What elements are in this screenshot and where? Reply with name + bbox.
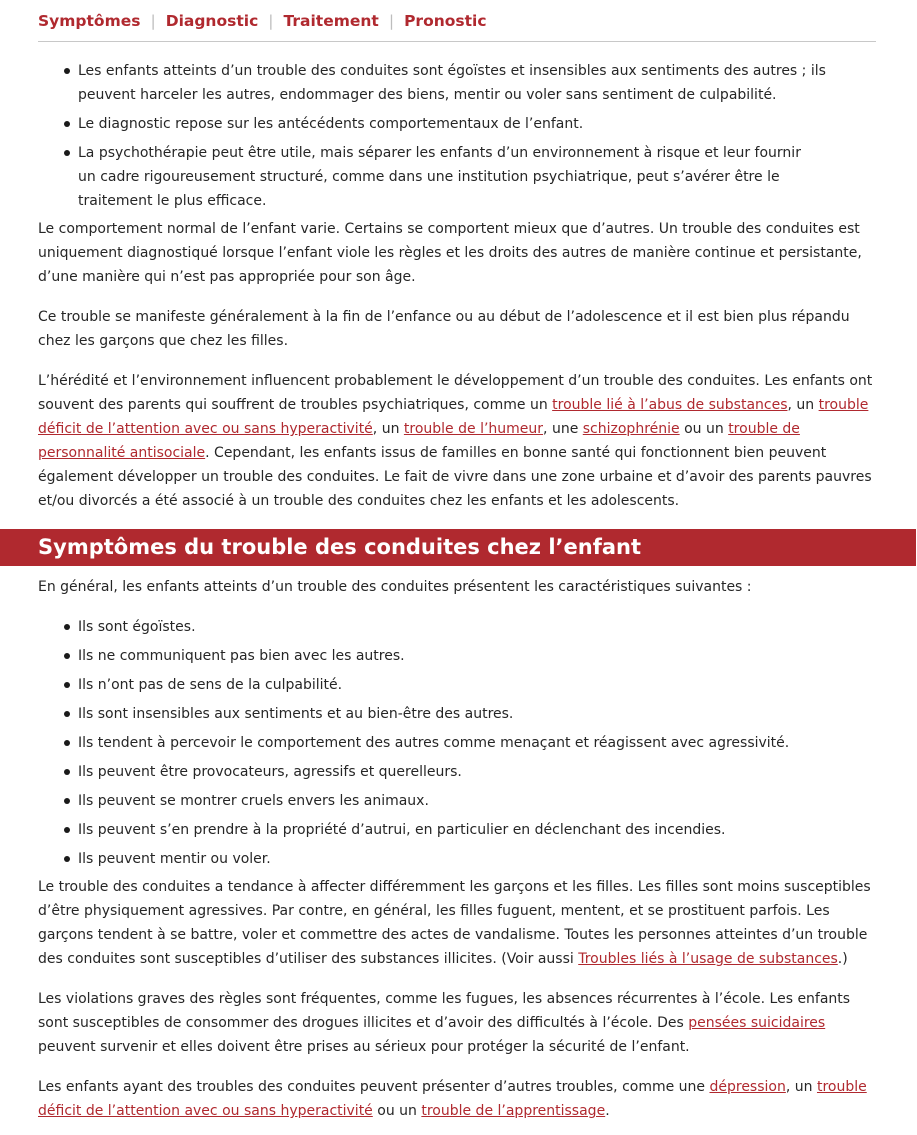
paragraph-text: . bbox=[605, 1103, 610, 1119]
trait-item: Ils peuvent être provocateurs, agressifs et querelleurs. bbox=[38, 760, 876, 784]
paragraph-text: , un bbox=[785, 1079, 817, 1095]
trait-item: Ils peuvent s’en prendre à la propriété d’autrui, en particulier en déclenchant des incendies. bbox=[38, 818, 876, 842]
article bbox=[38, 0, 876, 513]
summary-item: Le diagnostic repose sur les antécédents comportementaux de l’enfant. bbox=[38, 112, 828, 136]
summary-list bbox=[38, 59, 828, 213]
trait-item: Ils ne communiquent pas bien avec les autres. bbox=[38, 644, 876, 668]
depression-link[interactable]: dépression bbox=[709, 1079, 786, 1095]
paragraph-text: .) bbox=[837, 951, 848, 967]
trait-item: Ils peuvent se montrer cruels envers les animaux. bbox=[38, 789, 876, 813]
learning-disorder-link[interactable]: trouble de l’apprentissage bbox=[421, 1103, 606, 1119]
intro-paragraph-1: Le comportement normal de l’enfant varie. Certains se comportent mieux que d’autres. Un trouble des conduites est uniquement diagnostiqué lorsque l’enfant viole les règles et les droits des autres de manière continue et persistante, d’une manière qui n’est pas appropriée pour son âge. bbox=[38, 221, 862, 285]
paragraph-text: Les violations graves des règles sont fréquentes, comme les fugues, les absences récurrentes à l’école. Les enfants sont susceptibles de consommer des drogues illicites et d’avoir des difficultés à l’école. Des bbox=[38, 991, 851, 1031]
violations-paragraph bbox=[38, 987, 876, 1059]
nav-separator: | bbox=[268, 11, 274, 30]
trait-item: Ils sont égoïstes. bbox=[38, 615, 876, 639]
paragraph-text: , un bbox=[372, 421, 404, 437]
comorbidity-paragraph bbox=[38, 1075, 876, 1123]
trait-item: Ils peuvent mentir ou voler. bbox=[38, 847, 876, 871]
paragraph-text: ou un bbox=[679, 421, 729, 437]
nav-pronostic-link[interactable]: Pronostic bbox=[404, 11, 487, 30]
paragraph-text: peuvent survenir et elles doivent être prises au sérieux pour protéger la sécurité de l’enfant. bbox=[38, 1039, 690, 1055]
paragraph-text: , un bbox=[787, 397, 819, 413]
trait-item: Ils tendent à percevoir le comportement des autres comme menaçant et réagissent avec agressivité. bbox=[38, 731, 876, 755]
paragraph-text: , une bbox=[543, 421, 583, 437]
paragraph-text: . Cependant, les enfants issus de familles en bonne santé qui fonctionnent bien peuvent également développer un trouble des conduites. Le fait de vivre dans une zone urbaine et d’avoir des parents pauvres et/ou divorcés a été associé à un trouble des conduites chez les enfants et les adolescents. bbox=[38, 445, 872, 509]
paragraph-text: L’hérédité et l’environnement influencent probablement le développement d’un trouble des conduites. Les enfants ont souvent des parents qui souffrent de troubles psychiatriques, comme un bbox=[38, 373, 873, 413]
mood-disorder-link[interactable]: trouble de l’humeur bbox=[403, 421, 544, 437]
summary-item: Les enfants atteints d’un trouble des conduites sont égoïstes et insensibles aux sentiments des autres ; ils peuvent harceler les autres, endommager des biens, mentir ou voler sans sentiment de culpabilité. bbox=[38, 59, 828, 107]
symptoms-intro: En général, les enfants atteints d’un trouble des conduites présentent les caractéristiques suivantes : bbox=[38, 579, 752, 595]
schizophrenia-link[interactable]: schizophrénie bbox=[582, 421, 680, 437]
section-nav bbox=[38, 0, 876, 42]
intro-paragraph-2: Ce trouble se manifeste généralement à la fin de l’enfance ou au début de l’adolescence et il est bien plus répandu chez les garçons que chez les filles. bbox=[38, 309, 850, 349]
nav-traitement-link[interactable]: Traitement bbox=[283, 11, 379, 30]
intro-paragraph-3 bbox=[38, 369, 876, 513]
symptoms-section bbox=[38, 575, 876, 1123]
adhd-link-2[interactable]: trouble déficit de l’attention avec ou sans hyperactivité bbox=[38, 1079, 867, 1119]
section-header bbox=[0, 529, 916, 566]
traits-list bbox=[38, 615, 876, 871]
substance-abuse-link[interactable]: trouble lié à l’abus de substances bbox=[552, 397, 788, 413]
substance-use-link[interactable]: Troubles liés à l’usage de substances bbox=[578, 951, 838, 967]
paragraph-text: Les enfants ayant des troubles des conduites peuvent présenter d’autres troubles, comme une bbox=[38, 1079, 710, 1095]
trait-item: Ils sont insensibles aux sentiments et au bien-être des autres. bbox=[38, 702, 876, 726]
paragraph-text: Le trouble des conduites a tendance à affecter différemment les garçons et les filles. Les filles sont moins susceptibles d’être physiquement agressives. Par contre, en général, les filles fuguent, mentent, et se prostituent parfois. Les garçons tendent à se battre, voler et commettre des actes de vandalisme. Toutes les personnes atteintes d’un trouble des conduites sont susceptibles d’utiliser des substances illicites. (Voir aussi bbox=[38, 879, 871, 967]
suicidal-thoughts-link[interactable]: pensées suicidaires bbox=[688, 1015, 826, 1031]
nav-separator: | bbox=[150, 11, 156, 30]
paragraph-text: ou un bbox=[372, 1103, 422, 1119]
adhd-link[interactable]: trouble déficit de l’attention avec ou sans hyperactivité bbox=[38, 397, 869, 437]
gender-paragraph bbox=[38, 875, 876, 971]
antisocial-personality-link[interactable]: trouble de personnalité antisociale bbox=[38, 421, 800, 461]
section-title: Symptômes du trouble des conduites chez l’enfant bbox=[38, 535, 642, 559]
nav-symptomes-link[interactable]: Symptômes bbox=[38, 11, 141, 30]
nav-separator: | bbox=[388, 11, 395, 30]
nav-diagnostic-link[interactable]: Diagnostic bbox=[165, 11, 259, 30]
summary-item: La psychothérapie peut être utile, mais séparer les enfants d’un environnement à risque et leur fournir un cadre rigoureusement structuré, comme dans une institution psychiatrique, peut s’avérer être le traitement le plus efficace. bbox=[38, 141, 808, 213]
trait-item: Ils n’ont pas de sens de la culpabilité. bbox=[38, 673, 876, 697]
